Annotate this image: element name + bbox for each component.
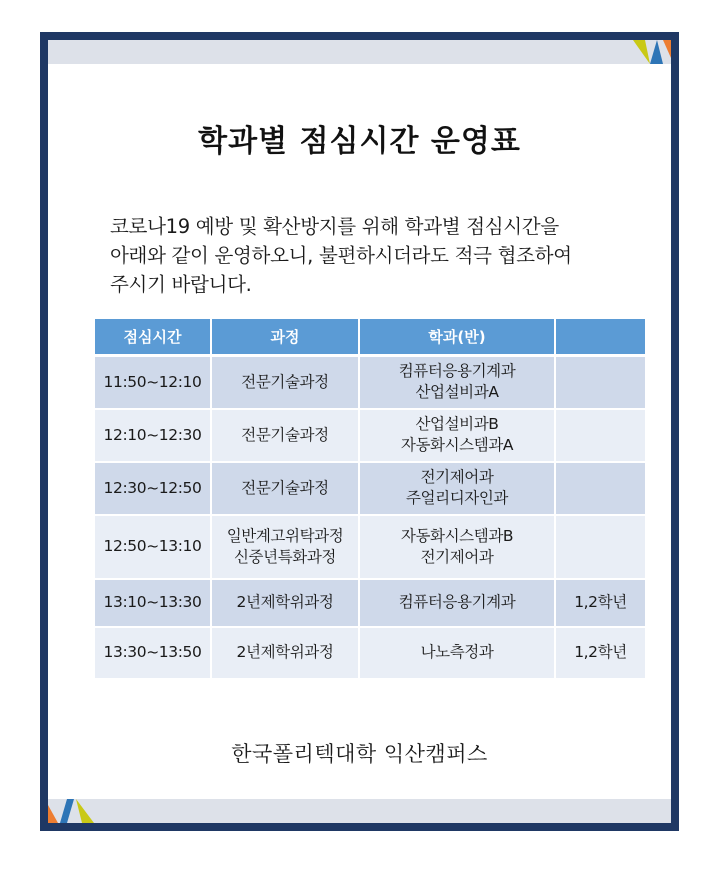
cell-dept: 산업설비과B 자동화시스템과A — [359, 409, 555, 462]
intro-text: 코로나19 예방 및 확산방지를 위해 학과별 점심시간을 아래와 같이 운영하오니, 불편하시더라도 적극 협조하여 주시기 바랍니다. — [110, 215, 572, 296]
header-note — [555, 319, 645, 356]
cell-note — [555, 515, 645, 579]
notice-frame — [40, 32, 679, 831]
table-row — [95, 515, 645, 579]
cell-time: 11:50~12:10 — [95, 356, 211, 409]
cell-note — [555, 462, 645, 515]
corner-decoration-icon — [633, 40, 671, 64]
cell-dept: 자동화시스템과B 전기제어과 — [359, 515, 555, 579]
cell-course: 전문기술과정 — [211, 462, 359, 515]
cell-note: 1,2학년 — [555, 579, 645, 627]
bottom-band — [48, 799, 671, 823]
table-row — [95, 627, 645, 679]
cell-time: 12:10~12:30 — [95, 409, 211, 462]
table-header-row — [95, 319, 645, 356]
cell-time: 12:50~13:10 — [95, 515, 211, 579]
cell-time: 12:30~12:50 — [95, 462, 211, 515]
cell-course: 일반계고위탁과정 신중년특화과정 — [211, 515, 359, 579]
header-dept: 학과(반) — [359, 319, 555, 356]
table-row — [95, 356, 645, 409]
cell-note: 1,2학년 — [555, 627, 645, 679]
page-title: 학과별 점심시간 운영표 — [198, 124, 521, 159]
cell-time: 13:10~13:30 — [95, 579, 211, 627]
corner-decoration-icon — [48, 799, 94, 823]
header-time: 점심시간 — [95, 319, 211, 356]
cell-course: 2년제학위과정 — [211, 627, 359, 679]
table-row — [95, 409, 645, 462]
cell-note — [555, 356, 645, 409]
cell-course: 전문기술과정 — [211, 356, 359, 409]
top-band — [48, 40, 671, 64]
cell-dept: 나노측정과 — [359, 627, 555, 679]
cell-course: 전문기술과정 — [211, 409, 359, 462]
cell-note — [555, 409, 645, 462]
header-course: 과정 — [211, 319, 359, 356]
cell-course: 2년제학위과정 — [211, 579, 359, 627]
cell-dept: 전기제어과 주얼리디자인과 — [359, 462, 555, 515]
cell-time: 13:30~13:50 — [95, 627, 211, 679]
cell-dept: 컴퓨터응용기계과 — [359, 579, 555, 627]
table-row — [95, 462, 645, 515]
institution-name: 한국폴리텍대학 익산캠퍼스 — [231, 742, 488, 766]
cell-dept: 컴퓨터응용기계과 산업설비과A — [359, 356, 555, 409]
lunch-schedule-table — [95, 319, 645, 680]
table-row — [95, 579, 645, 627]
